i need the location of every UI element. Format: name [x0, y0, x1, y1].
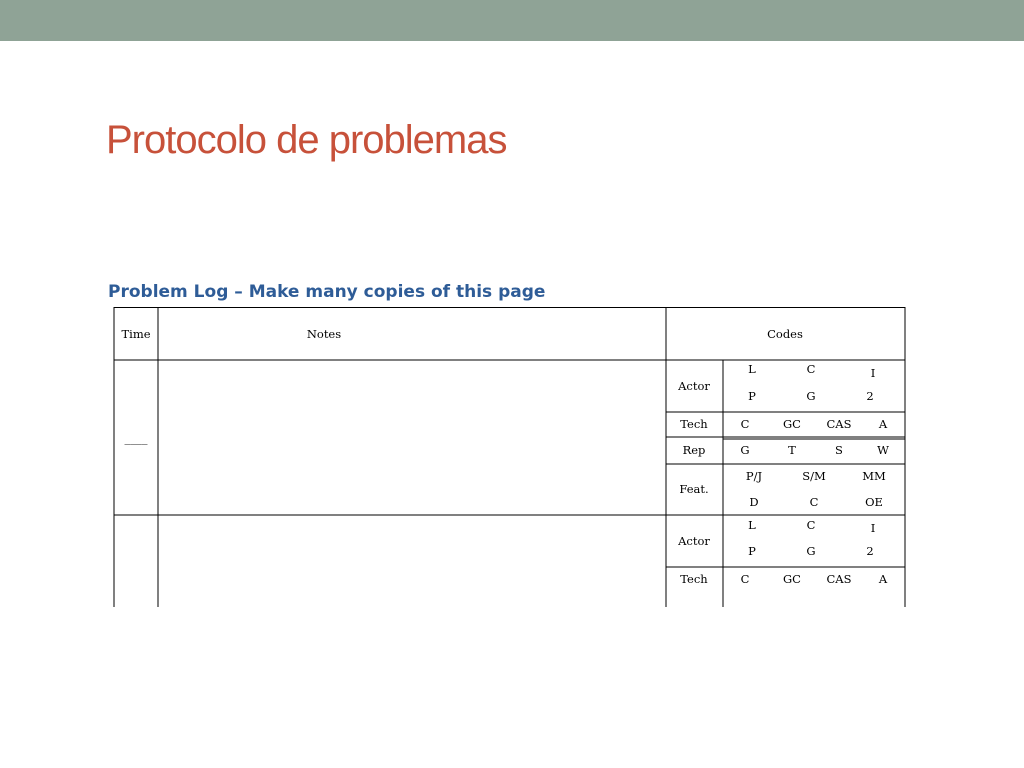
rep-code-g: G — [740, 443, 750, 457]
actor-code-c-2: C — [806, 518, 816, 532]
feat-code-oe: OE — [865, 495, 883, 509]
feat-code-sm: S/M — [802, 469, 826, 483]
actor-code-p-2: P — [748, 544, 756, 558]
actor-label-2: Actor — [678, 534, 710, 548]
tech-code-gc: GC — [783, 417, 801, 431]
header-notes: Notes — [306, 327, 342, 341]
top-accent-bar — [0, 0, 1024, 41]
actor-code-c: C — [806, 362, 816, 376]
tech-code-a: A — [878, 417, 888, 431]
time-blank: ____ — [124, 431, 148, 445]
tech-code-c: C — [740, 417, 750, 431]
problem-log-heading: Problem Log – Make many copies of this page — [108, 282, 546, 302]
actor-code-2-2: 2 — [866, 544, 874, 558]
rep-code-s: S — [835, 443, 843, 457]
feat-code-d: D — [749, 495, 759, 509]
tech-code-cas-2: CAS — [826, 572, 852, 586]
actor-code-i-2: I — [870, 521, 876, 535]
table-grid-lines — [114, 307, 905, 607]
feat-label: Feat. — [679, 482, 709, 496]
rep-label: Rep — [682, 443, 706, 457]
rep-code-w: W — [877, 443, 889, 457]
slide-title: Protocolo de problemas — [106, 118, 507, 162]
header-time: Time — [121, 327, 151, 341]
tech-code-c-2: C — [740, 572, 750, 586]
tech-code-a-2: A — [878, 572, 888, 586]
actor-code-i: I — [870, 366, 876, 380]
tech-code-cas: CAS — [826, 417, 852, 431]
tech-code-gc-2: GC — [783, 572, 801, 586]
actor-code-2: 2 — [866, 389, 874, 403]
actor-code-g: G — [806, 389, 816, 403]
feat-code-mm: MM — [862, 469, 886, 483]
actor-code-l: L — [748, 362, 756, 376]
actor-code-g-2: G — [806, 544, 816, 558]
actor-code-p: P — [748, 389, 756, 403]
actor-label: Actor — [678, 379, 710, 393]
feat-code-c: C — [809, 495, 819, 509]
header-codes: Codes — [767, 327, 803, 341]
actor-code-l-2: L — [748, 518, 756, 532]
problem-log-table — [113, 307, 907, 607]
problem-log-table-image — [113, 307, 907, 586]
rep-code-t: T — [788, 443, 796, 457]
tech-label-2: Tech — [680, 572, 708, 586]
tech-label: Tech — [680, 417, 708, 431]
feat-code-pj: P/J — [745, 469, 763, 483]
